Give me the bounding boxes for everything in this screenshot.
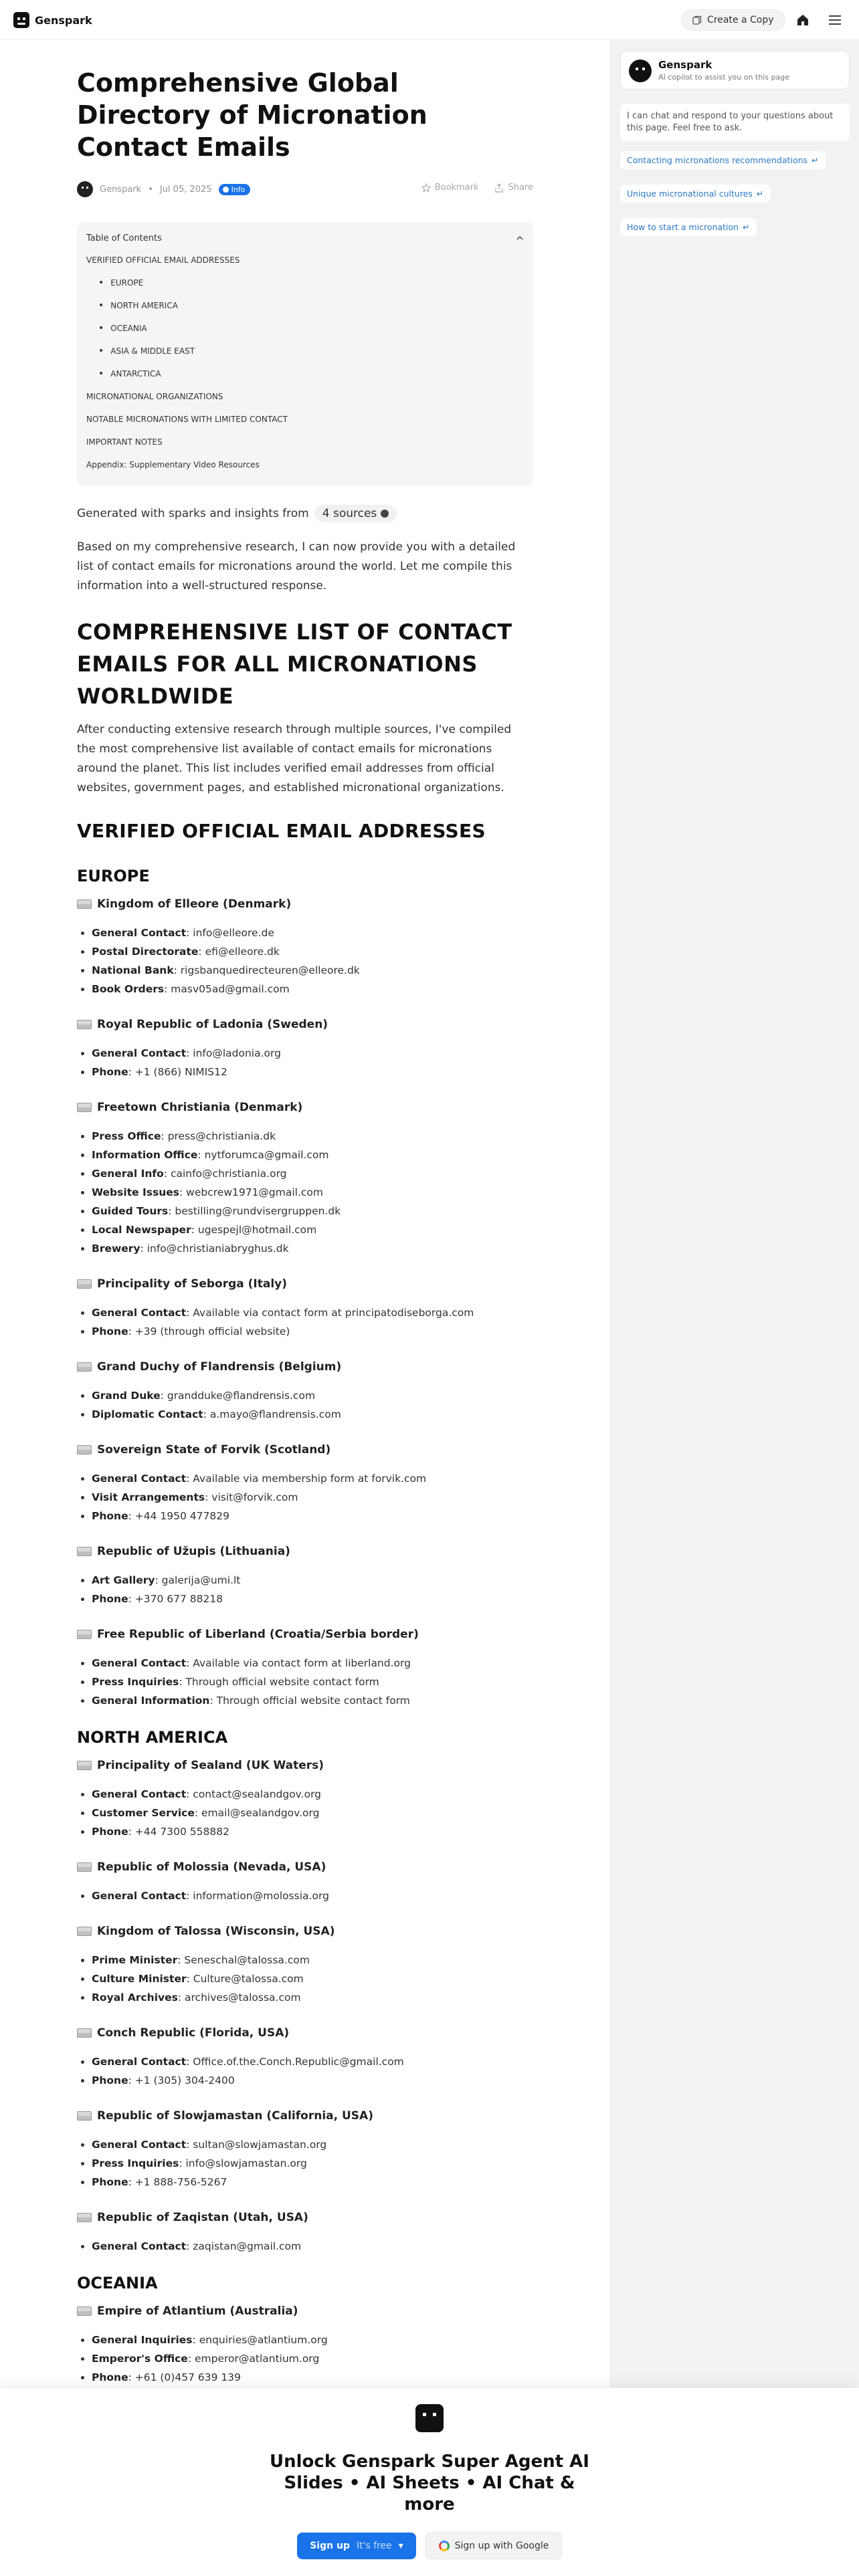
flag-icon — [77, 1445, 92, 1455]
contact-value[interactable]: +39 (through official website) — [134, 1325, 290, 1337]
flag-icon — [77, 1279, 92, 1289]
contact-item: Brewery: info@christianiabryghus.dk — [77, 1239, 533, 1258]
flag-icon — [77, 1547, 92, 1556]
contact-label: General Contact — [92, 1890, 187, 1902]
contact-value[interactable]: info@elleore.de — [193, 927, 274, 939]
menu-button[interactable] — [826, 11, 844, 29]
country-name: Kingdom of Elleore (Denmark) — [97, 897, 292, 911]
contact-value[interactable]: Culture@talossa.com — [193, 1973, 304, 1985]
suggestion-label: Contacting micronations recommendations — [627, 155, 808, 165]
copy-icon — [692, 15, 702, 25]
enter-icon: ↵ — [756, 189, 764, 199]
region-heading: NORTH AMERICA — [77, 1728, 228, 1747]
contact-value[interactable]: a.mayo@flandrensis.com — [209, 1408, 341, 1420]
contact-list — [77, 1951, 533, 2007]
contact-item: Phone: +1 888-756-5267 — [77, 2173, 533, 2191]
flag-icon — [77, 1862, 92, 1872]
meta-actions — [421, 183, 533, 193]
star-icon — [421, 183, 431, 193]
contact-value[interactable]: +1 (866) NIMIS12 — [134, 1066, 227, 1078]
signup-button[interactable] — [297, 2533, 416, 2559]
chevron-up-icon[interactable] — [516, 234, 524, 242]
contact-value[interactable]: efi@elleore.dk — [205, 946, 280, 958]
copilot-card — [620, 51, 850, 90]
contact-label: General Contact — [92, 1047, 187, 1059]
contact-label: Guided Tours — [92, 1205, 169, 1217]
contact-value[interactable]: enquiries@atlantium.org — [199, 2334, 328, 2346]
contact-value[interactable]: info@christianiabryghus.dk — [147, 1243, 289, 1255]
flag-icon — [77, 1761, 92, 1770]
contact-label: Press Inquiries — [92, 1676, 179, 1688]
contact-value[interactable]: galerija@umi.lt — [161, 1574, 241, 1586]
toc-item[interactable]: • ANTARCTICA — [86, 362, 524, 385]
contact-value[interactable]: email@sealandgov.org — [201, 1807, 320, 1819]
suggestion-3[interactable] — [620, 218, 757, 236]
contact-label: Art Gallery — [92, 1574, 155, 1586]
contact-value[interactable]: +1 (305) 304-2400 — [134, 2074, 235, 2086]
contact-label: Customer Service — [92, 1807, 195, 1819]
contact-list — [77, 1887, 533, 1905]
contact-item: Phone: +1 (866) NIMIS12 — [77, 1063, 533, 1081]
contact-value[interactable]: press@christiania.dk — [167, 1130, 276, 1142]
flag-icon — [77, 2213, 92, 2222]
contact-list — [77, 2052, 533, 2090]
share-label: Share — [508, 183, 533, 193]
separator-dot: • — [148, 184, 153, 195]
contact-label: General Contact — [92, 1788, 187, 1800]
contact-item: General Inquiries: enquiries@atlantium.org — [77, 2331, 533, 2349]
contact-label: Phone — [92, 1593, 128, 1605]
contact-label: Grand Duke — [92, 1390, 161, 1402]
country-heading — [77, 1357, 533, 1377]
contact-label: General Information — [92, 1695, 210, 1707]
contact-value[interactable]: ugespejl@hotmail.com — [197, 1224, 317, 1236]
contact-item: General Contact: information@molossia.org — [77, 1887, 533, 1905]
contact-label: Website Issues — [92, 1186, 180, 1198]
contact-item: Phone: +61 (0)457 639 139 — [77, 2368, 533, 2387]
contact-list — [77, 1303, 533, 1341]
country-heading — [77, 2301, 533, 2321]
contact-value[interactable]: Available via membership form at forvik.com — [193, 1473, 427, 1485]
toc-item[interactable]: IMPORTANT NOTES — [86, 437, 163, 447]
suggestion-1[interactable] — [620, 151, 826, 169]
flag-icon — [77, 2306, 92, 2316]
contact-label: Phone — [92, 2176, 128, 2188]
contact-item: Diplomatic Contact: a.mayo@flandrensis.com — [77, 1405, 533, 1424]
create-copy-button[interactable] — [681, 9, 785, 31]
contact-value[interactable]: Seneschal@talossa.com — [184, 1954, 310, 1966]
toc-item[interactable]: Appendix: Supplementary Video Resources — [86, 460, 260, 469]
contact-label: National Bank — [92, 964, 174, 976]
contact-item: General Contact: info@elleore.de — [77, 924, 533, 942]
contact-list — [77, 2237, 533, 2256]
contact-list — [77, 1469, 533, 1525]
contact-value[interactable]: rigsbanquedirecteuren@elleore.dk — [180, 964, 360, 976]
contact-value[interactable]: Office.of.the.Conch.Republic@gmail.com — [193, 2056, 404, 2068]
share-button[interactable] — [494, 183, 533, 193]
country-name: Republic of Molossia (Nevada, USA) — [97, 1860, 326, 1874]
sources-button[interactable] — [314, 505, 397, 522]
flag-icon — [77, 1020, 92, 1029]
contact-item: Phone: +1 (305) 304-2400 — [77, 2071, 533, 2090]
contact-value[interactable]: emperor@atlantium.org — [194, 2353, 320, 2365]
country-name: Republic of Užupis (Lithuania) — [97, 1545, 290, 1558]
country-name: Republic of Slowjamastan (California, USA) — [97, 2109, 373, 2123]
contact-value[interactable]: +1 888-756-5267 — [134, 2176, 227, 2188]
contact-item: Royal Archives: archives@talossa.com — [77, 1988, 533, 2007]
contact-item: Emperor's Office: emperor@atlantium.org — [77, 2349, 533, 2368]
contact-label: Phone — [92, 2371, 128, 2383]
contact-label: Press Inquiries — [92, 2157, 179, 2169]
country-name: Conch Republic (Florida, USA) — [97, 2026, 290, 2040]
contact-label: General Contact — [92, 2139, 187, 2151]
country-heading — [77, 1274, 533, 1294]
table-of-contents — [77, 222, 533, 486]
contact-value[interactable]: Through official website contact form — [185, 1676, 379, 1688]
contact-label: General Info — [92, 1168, 164, 1180]
country-name: Principality of Seborga (Italy) — [97, 1277, 288, 1291]
contact-value[interactable]: Available via contact form at liberland.org — [193, 1657, 411, 1669]
contact-value[interactable]: sultan@slowjamastan.org — [193, 2139, 327, 2151]
toc-item[interactable]: • OCEANIA — [86, 317, 524, 340]
contact-label: Culture Minister — [92, 1973, 187, 1985]
bookmark-label: Bookmark — [434, 183, 479, 193]
google-signup-button[interactable] — [425, 2533, 562, 2559]
contact-item: Postal Directorate: efi@elleore.dk — [77, 942, 533, 961]
country-heading — [77, 1755, 533, 1776]
contact-item: Visit Arrangements: visit@forvik.com — [77, 1488, 533, 1507]
suggestion-label: How to start a micronation — [627, 222, 739, 232]
flag-icon — [77, 1362, 92, 1372]
contact-value[interactable]: contact@sealandgov.org — [193, 1788, 322, 1800]
contact-label: Phone — [92, 1066, 128, 1078]
share-icon — [494, 183, 504, 193]
flag-icon — [77, 2111, 92, 2121]
contact-item: Phone: +44 7300 558882 — [77, 1822, 533, 1841]
contact-item: National Bank: rigsbanquedirecteuren@elleore.dk — [77, 961, 533, 980]
contact-label: Phone — [92, 1510, 128, 1522]
generated-text: Generated with sparks and insights from — [77, 507, 309, 520]
regions-list — [77, 865, 533, 2387]
contact-list — [77, 1785, 533, 1841]
top-bar — [0, 0, 859, 40]
enter-icon: ↵ — [743, 222, 750, 232]
contact-item: General Contact: Available via membership form at forvik.com — [77, 1469, 533, 1488]
country-heading — [77, 1921, 533, 1941]
contact-label: Press Office — [92, 1130, 161, 1142]
contact-value[interactable]: info@ladonia.org — [193, 1047, 281, 1059]
contact-item: General Information: Through official website contact form — [77, 1691, 533, 1710]
contact-item: General Contact: sultan@slowjamastan.org — [77, 2135, 533, 2154]
contact-value[interactable]: nytforumca@gmail.com — [204, 1149, 329, 1161]
genspark-logo-icon — [13, 12, 29, 28]
avatar — [77, 181, 93, 197]
section-heading: VERIFIED OFFICIAL EMAIL ADDRESSES — [77, 820, 486, 842]
contact-value[interactable]: +61 (0)457 639 139 — [134, 2371, 241, 2383]
copilot-avatar — [629, 60, 652, 82]
region-heading: EUROPE — [77, 867, 150, 885]
info-badge[interactable] — [219, 184, 251, 195]
country-name: Freetown Christiania (Denmark) — [97, 1101, 303, 1114]
contact-value[interactable]: +44 1950 477829 — [134, 1510, 229, 1522]
logo[interactable] — [13, 12, 92, 28]
contact-label: General Contact — [92, 1657, 187, 1669]
contact-value[interactable]: info@slowjamastan.org — [185, 2157, 307, 2169]
contact-item: Customer Service: email@sealandgov.org — [77, 1804, 533, 1822]
chevron-down-icon: ▾ — [398, 2541, 403, 2551]
contact-label: Local Newspaper — [92, 1224, 191, 1236]
contact-value[interactable]: webcrew1971@gmail.com — [186, 1186, 324, 1198]
flag-icon — [77, 2028, 92, 2038]
signup-banner — [0, 2387, 859, 2576]
generated-note — [77, 500, 533, 527]
contact-item: Phone: +370 677 88218 — [77, 1590, 533, 1608]
contact-value[interactable]: visit@forvik.com — [211, 1491, 298, 1503]
contact-label: General Contact — [92, 2056, 187, 2068]
google-signup-label: Sign up with Google — [454, 2541, 549, 2551]
contact-label: Phone — [92, 1325, 128, 1337]
contact-value[interactable]: archives@talossa.com — [185, 1992, 301, 2004]
contact-item: General Contact: info@ladonia.org — [77, 1044, 533, 1063]
intro-paragraph-2: After conducting extensive research through multiple sources, I've compiled the most comprehensive list available of contact emails for micronations around the planet. This list includes verified email addresses from official websites, government pages, and established micronational organizations. — [77, 723, 512, 794]
article — [77, 67, 533, 2403]
contact-value[interactable]: Through official website contact form — [216, 1695, 410, 1707]
contact-item: Grand Duke: grandduke@flandrensis.com — [77, 1386, 533, 1405]
enter-icon: ↵ — [812, 155, 819, 165]
region-heading: OCEANIA — [77, 2274, 158, 2292]
contact-item: Art Gallery: galerija@umi.lt — [77, 1571, 533, 1590]
contact-value[interactable]: information@molossia.org — [193, 1890, 329, 1902]
contact-label: Phone — [92, 2074, 128, 2086]
signup-title: Unlock Genspark Super Agent AI Slides • AI Sheets • AI Chat & more — [270, 2452, 589, 2514]
contact-value[interactable]: cainfo@christiania.org — [170, 1168, 287, 1180]
country-name: Sovereign State of Forvik (Scotland) — [97, 1443, 331, 1457]
flag-icon — [77, 1103, 92, 1112]
toc-item[interactable]: • EUROPE — [86, 272, 524, 294]
flag-icon — [77, 1630, 92, 1639]
logo-text: Genspark — [35, 13, 92, 27]
copilot-name: Genspark — [658, 59, 712, 71]
contact-list — [77, 1127, 533, 1258]
country-name: Empire of Atlantium (Australia) — [97, 2304, 298, 2318]
info-badge-label: Info — [231, 185, 246, 194]
sources-label: 4 sources — [322, 507, 377, 520]
publish-date: Jul 05, 2025 — [159, 184, 212, 195]
contact-item: General Contact: zaqistan@gmail.com — [77, 2237, 533, 2256]
create-copy-label: Create a Copy — [707, 15, 774, 25]
contact-label: Book Orders — [92, 983, 165, 995]
signup-label: Sign up — [310, 2541, 350, 2551]
contact-item: General Contact: contact@sealandgov.org — [77, 1785, 533, 1804]
toc-heading: Table of Contents — [86, 233, 162, 243]
intro-paragraph: Based on my comprehensive research, I can now provide you with a detailed list of contact emails for micronations around the world. Let me compile this information into a well-structured response. — [77, 540, 516, 593]
contact-item: Book Orders: masv05ad@gmail.com — [77, 980, 533, 998]
toc-list — [86, 249, 524, 476]
contact-item: General Contact: Available via contact form at liberland.org — [77, 1654, 533, 1673]
contact-label: Diplomatic Contact — [92, 1408, 203, 1420]
article-meta — [77, 181, 533, 198]
contact-item: Phone: +44 1950 477829 — [77, 1507, 533, 1525]
sources-icon — [381, 510, 389, 518]
contact-label: General Contact — [92, 1473, 187, 1485]
country-name: Principality of Sealand (UK Waters) — [97, 1759, 324, 1772]
contact-item: Press Office: press@christiania.dk — [77, 1127, 533, 1146]
contact-label: Royal Archives — [92, 1992, 178, 2004]
contact-value[interactable]: Available via contact form at principatodiseborga.com — [193, 1307, 474, 1319]
contact-item: General Info: cainfo@christiania.org — [77, 1164, 533, 1183]
contact-list — [77, 2135, 533, 2191]
country-name: Royal Republic of Ladonia (Sweden) — [97, 1018, 328, 1031]
contact-value[interactable]: zaqistan@gmail.com — [193, 2240, 302, 2252]
copilot-intro: I can chat and respond to your questions about this page. Feel free to ask. — [620, 104, 850, 141]
contact-item: General Contact: Office.of.the.Conch.Republic@gmail.com — [77, 2052, 533, 2071]
contact-list — [77, 924, 533, 998]
menu-icon — [829, 15, 841, 17]
country-heading — [77, 2208, 533, 2228]
contact-label: Information Office — [92, 1149, 198, 1161]
bookmark-button[interactable] — [421, 183, 479, 193]
contact-value[interactable]: +370 677 88218 — [134, 1593, 223, 1605]
contact-label: General Inquiries — [92, 2334, 193, 2346]
toc-item[interactable]: • NORTH AMERICA — [86, 294, 524, 317]
flag-icon — [77, 899, 92, 909]
contact-label: Phone — [92, 1826, 128, 1838]
contact-item: Press Inquiries: Through official website contact form — [77, 1673, 533, 1691]
country-heading — [77, 1440, 533, 1460]
author-name: Genspark — [100, 184, 142, 195]
toc-item[interactable]: MICRONATIONAL ORGANIZATIONS — [86, 392, 223, 401]
country-heading — [77, 1014, 533, 1035]
contact-item: Prime Minister: Seneschal@talossa.com — [77, 1951, 533, 1969]
contact-item: Press Inquiries: info@slowjamastan.org — [77, 2154, 533, 2173]
contact-value[interactable]: masv05ad@gmail.com — [171, 983, 290, 995]
toc-item[interactable]: NOTABLE MICRONATIONS WITH LIMITED CONTACT — [86, 415, 288, 424]
suggestion-2[interactable] — [620, 185, 770, 203]
country-name: Republic of Zaqistan (Utah, USA) — [97, 2211, 308, 2224]
country-heading — [77, 894, 533, 914]
country-heading — [77, 1857, 533, 1877]
contact-label: General Contact — [92, 2240, 187, 2252]
copilot-subtitle: AI copilot to assist you on this page — [658, 73, 789, 82]
contact-list — [77, 1654, 533, 1710]
home-button[interactable] — [793, 11, 812, 29]
country-heading — [77, 1097, 533, 1117]
toc-header[interactable] — [86, 231, 524, 245]
contact-label: Prime Minister — [92, 1954, 178, 1966]
country-name: Grand Duchy of Flandrensis (Belgium) — [97, 1360, 342, 1374]
flag-icon — [77, 1927, 92, 1936]
contact-list — [77, 1571, 533, 1608]
contact-list — [77, 1044, 533, 1081]
info-icon — [223, 187, 229, 193]
contact-item: Local Newspaper: ugespejl@hotmail.com — [77, 1220, 533, 1239]
contact-value[interactable]: grandduke@flandrensis.com — [167, 1390, 316, 1402]
country-heading — [77, 2106, 533, 2126]
contact-label: General Contact — [92, 927, 187, 939]
contact-item: General Contact: Available via contact form at principatodiseborga.com — [77, 1303, 533, 1322]
contact-value[interactable]: bestilling@rundvisergruppen.dk — [175, 1205, 341, 1217]
home-icon — [796, 13, 809, 27]
toc-item[interactable]: • ASIA & MIDDLE EAST — [86, 340, 524, 362]
contact-label: Visit Arrangements — [92, 1491, 205, 1503]
main-heading: COMPREHENSIVE LIST OF CONTACT EMAILS FOR ALL MICRONATIONS WORLDWIDE — [77, 619, 512, 709]
page-title: Comprehensive Global Directory of Micronation Contact Emails — [77, 68, 427, 162]
suggestion-label: Unique micronational cultures — [627, 189, 753, 199]
contact-item: Website Issues: webcrew1971@gmail.com — [77, 1183, 533, 1202]
contact-label: Emperor's Office — [92, 2353, 188, 2365]
contact-item: Guided Tours: bestilling@rundvisergruppen.dk — [77, 1202, 533, 1220]
contact-list — [77, 2331, 533, 2387]
contact-label: General Contact — [92, 1307, 187, 1319]
contact-item: Phone: +39 (through official website) — [77, 1322, 533, 1341]
country-heading — [77, 1624, 533, 1644]
contact-item: Culture Minister: Culture@talossa.com — [77, 1969, 533, 1988]
google-icon — [439, 2541, 450, 2551]
free-label: It's free — [356, 2541, 392, 2551]
country-name: Free Republic of Liberland (Croatia/Serbia border) — [97, 1628, 419, 1641]
toc-item[interactable]: VERIFIED OFFICIAL EMAIL ADDRESSES — [86, 255, 240, 265]
country-heading — [77, 1541, 533, 1562]
country-name: Kingdom of Talossa (Wisconsin, USA) — [97, 1925, 335, 1938]
contact-label: Postal Directorate — [92, 946, 199, 958]
country-heading — [77, 2023, 533, 2043]
contact-value[interactable]: +44 7300 558882 — [134, 1826, 229, 1838]
contact-label: Brewery — [92, 1243, 140, 1255]
genspark-logo-icon — [415, 2404, 444, 2432]
copilot-sidebar — [609, 40, 859, 2387]
contact-item: Information Office: nytforumca@gmail.com — [77, 1146, 533, 1164]
contact-list — [77, 1386, 533, 1424]
